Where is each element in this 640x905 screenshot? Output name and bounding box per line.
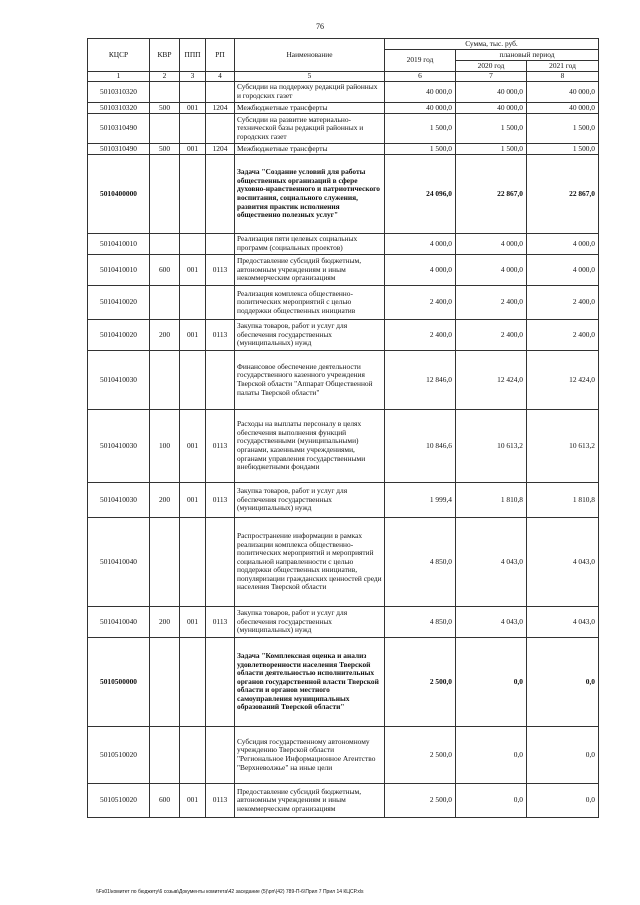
col-num-7: 7 <box>456 72 527 82</box>
cell-2020: 1 500,0 <box>456 114 527 144</box>
cell-2019: 24 096,0 <box>385 155 456 234</box>
cell-2020: 22 867,0 <box>456 155 527 234</box>
cell-ppp: 001 <box>180 607 206 638</box>
cell-rp: 0113 <box>206 607 235 638</box>
cell-2019: 4 850,0 <box>385 518 456 607</box>
cell-2019: 4 000,0 <box>385 255 456 286</box>
cell-2019: 10 846,6 <box>385 410 456 483</box>
cell-2020: 0,0 <box>456 784 527 818</box>
cell-2021: 1 500,0 <box>527 144 599 155</box>
table-row <box>88 103 599 114</box>
cell-kcsr: 5010310490 <box>88 114 150 144</box>
table-row <box>88 234 599 255</box>
header-2019: 2019 год <box>385 50 456 72</box>
cell-rp: 0113 <box>206 255 235 286</box>
cell-2019: 2 400,0 <box>385 320 456 351</box>
cell-2021: 4 043,0 <box>527 607 599 638</box>
cell-rp <box>206 727 235 784</box>
cell-kcsr: 5010410040 <box>88 518 150 607</box>
header-2020: 2020 год <box>456 61 527 72</box>
cell-rp: 1204 <box>206 144 235 155</box>
cell-kvr: 500 <box>150 103 180 114</box>
cell-name: Задача "Комплексная оценка и анализ удовлетворенности населения Тверской области деятельностью исполнительных органов государственной власти Тверской области и органов местного самоуправления муниципальных образований Тверской области" <box>235 638 385 727</box>
cell-2021: 4 000,0 <box>527 234 599 255</box>
cell-ppp: 001 <box>180 784 206 818</box>
cell-ppp <box>180 155 206 234</box>
cell-2020: 4 043,0 <box>456 607 527 638</box>
table-row <box>88 410 599 483</box>
col-num-5: 5 <box>235 72 385 82</box>
page-number: 76 <box>316 22 324 31</box>
cell-name: Предоставление субсидий бюджетным, автономным учреждениям и иным некоммерческим организациям <box>235 784 385 818</box>
cell-name: Распространение информации в рамках реализации комплекса общественно-политических мероприятий и мероприятий социальной направленности с целью поддержки общественных инициатив, популяризации гражданских ценностей среди населения Тверской области <box>235 518 385 607</box>
cell-name: Межбюджетные трансферты <box>235 103 385 114</box>
cell-2020: 1 810,8 <box>456 483 527 518</box>
table-row <box>88 483 599 518</box>
cell-kcsr: 5010410030 <box>88 483 150 518</box>
cell-kcsr: 5010410020 <box>88 286 150 320</box>
cell-kcsr: 5010400000 <box>88 155 150 234</box>
cell-2019: 1 999,4 <box>385 483 456 518</box>
cell-kvr: 200 <box>150 607 180 638</box>
cell-rp <box>206 155 235 234</box>
cell-kvr <box>150 114 180 144</box>
cell-ppp <box>180 638 206 727</box>
cell-rp <box>206 518 235 607</box>
cell-2021: 2 400,0 <box>527 286 599 320</box>
cell-2021: 12 424,0 <box>527 351 599 410</box>
cell-kcsr: 5010310490 <box>88 144 150 155</box>
table-row <box>88 518 599 607</box>
cell-ppp: 001 <box>180 483 206 518</box>
cell-rp: 0113 <box>206 410 235 483</box>
cell-ppp: 001 <box>180 144 206 155</box>
cell-ppp: 001 <box>180 320 206 351</box>
cell-2020: 4 000,0 <box>456 255 527 286</box>
cell-2021: 1 810,8 <box>527 483 599 518</box>
header-2021: 2021 год <box>527 61 599 72</box>
cell-kvr <box>150 234 180 255</box>
cell-2020: 4 000,0 <box>456 234 527 255</box>
table-row <box>88 320 599 351</box>
cell-2020: 12 424,0 <box>456 351 527 410</box>
cell-name: Реализация комплекса общественно-политических мероприятий с целью поддержки общественных инициатив <box>235 286 385 320</box>
cell-rp: 0113 <box>206 483 235 518</box>
cell-2020: 2 400,0 <box>456 320 527 351</box>
cell-name: Реализация пяти целевых социальных программ (социальных проектов) <box>235 234 385 255</box>
cell-rp <box>206 82 235 103</box>
cell-2020: 40 000,0 <box>456 82 527 103</box>
cell-rp: 0113 <box>206 784 235 818</box>
cell-2021: 0,0 <box>527 784 599 818</box>
cell-rp: 0113 <box>206 320 235 351</box>
cell-2019: 2 500,0 <box>385 638 456 727</box>
cell-kvr <box>150 286 180 320</box>
cell-2020: 40 000,0 <box>456 103 527 114</box>
header-kcsr: КЦСР <box>88 39 150 72</box>
cell-2019: 4 000,0 <box>385 234 456 255</box>
col-num-2: 2 <box>150 72 180 82</box>
cell-kcsr: 5010410010 <box>88 255 150 286</box>
col-num-6: 6 <box>385 72 456 82</box>
cell-2021: 2 400,0 <box>527 320 599 351</box>
cell-2019: 1 500,0 <box>385 144 456 155</box>
col-num-3: 3 <box>180 72 206 82</box>
cell-kcsr: 5010410010 <box>88 234 150 255</box>
table-row <box>88 155 599 234</box>
col-num-1: 1 <box>88 72 150 82</box>
header-kvr: КВР <box>150 39 180 72</box>
cell-2020: 10 613,2 <box>456 410 527 483</box>
cell-2021: 0,0 <box>527 638 599 727</box>
cell-kvr: 600 <box>150 255 180 286</box>
header-rp: РП <box>206 39 235 72</box>
cell-rp <box>206 114 235 144</box>
cell-ppp <box>180 518 206 607</box>
cell-kcsr: 5010510020 <box>88 784 150 818</box>
cell-kcsr: 5010410030 <box>88 410 150 483</box>
cell-kcsr: 5010310320 <box>88 103 150 114</box>
cell-ppp: 001 <box>180 255 206 286</box>
cell-name: Закупка товаров, работ и услуг для обеспечения государственных (муниципальных) нужд <box>235 320 385 351</box>
cell-kvr <box>150 638 180 727</box>
table-row <box>88 144 599 155</box>
table-row <box>88 114 599 144</box>
cell-kcsr: 5010310320 <box>88 82 150 103</box>
cell-kvr: 500 <box>150 144 180 155</box>
cell-rp <box>206 351 235 410</box>
cell-2019: 1 500,0 <box>385 114 456 144</box>
table-row <box>88 784 599 818</box>
cell-2019: 12 846,0 <box>385 351 456 410</box>
cell-2020: 0,0 <box>456 727 527 784</box>
file-path-footer: \\Fs01\комитет по бюджету\6 созыв\Документы комитета\42 заседание (5)\рп\(42) 789-П-6\Прил 7 Прил 14 КЦСР.xls <box>96 889 364 895</box>
cell-2020: 0,0 <box>456 638 527 727</box>
table-row <box>88 286 599 320</box>
cell-rp: 1204 <box>206 103 235 114</box>
cell-name: Предоставление субсидий бюджетным, автономным учреждениям и иным некоммерческим организациям <box>235 255 385 286</box>
cell-name: Закупка товаров, работ и услуг для обеспечения государственных (муниципальных) нужд <box>235 483 385 518</box>
table-row <box>88 82 599 103</box>
table-row <box>88 638 599 727</box>
cell-2021: 0,0 <box>527 727 599 784</box>
cell-2021: 40 000,0 <box>527 103 599 114</box>
cell-kcsr: 5010500000 <box>88 638 150 727</box>
cell-2021: 4 000,0 <box>527 255 599 286</box>
header-sum: Сумма, тыс. руб. <box>385 39 599 50</box>
cell-kvr: 200 <box>150 320 180 351</box>
col-num-8: 8 <box>527 72 599 82</box>
cell-2020: 4 043,0 <box>456 518 527 607</box>
cell-ppp: 001 <box>180 103 206 114</box>
cell-name: Субсидии на развитие материально-технической базы редакций районных и городских газет <box>235 114 385 144</box>
cell-kcsr: 5010410030 <box>88 351 150 410</box>
cell-ppp: 001 <box>180 410 206 483</box>
table-row <box>88 351 599 410</box>
cell-rp <box>206 638 235 727</box>
cell-2019: 2 400,0 <box>385 286 456 320</box>
col-num-4: 4 <box>206 72 235 82</box>
cell-2019: 40 000,0 <box>385 103 456 114</box>
table-row <box>88 727 599 784</box>
cell-name: Закупка товаров, работ и услуг для обеспечения государственных (муниципальных) нужд <box>235 607 385 638</box>
cell-kvr: 200 <box>150 483 180 518</box>
cell-2021: 1 500,0 <box>527 114 599 144</box>
cell-ppp <box>180 351 206 410</box>
cell-kcsr: 5010410020 <box>88 320 150 351</box>
cell-kvr <box>150 82 180 103</box>
cell-2019: 2 500,0 <box>385 727 456 784</box>
cell-2020: 1 500,0 <box>456 144 527 155</box>
cell-ppp <box>180 82 206 103</box>
cell-kvr <box>150 351 180 410</box>
cell-kvr <box>150 727 180 784</box>
cell-ppp <box>180 234 206 255</box>
cell-2021: 10 613,2 <box>527 410 599 483</box>
cell-kcsr: 5010410040 <box>88 607 150 638</box>
cell-kvr: 600 <box>150 784 180 818</box>
cell-2021: 4 043,0 <box>527 518 599 607</box>
header-planned-period: плановый период <box>456 50 599 61</box>
cell-2019: 4 850,0 <box>385 607 456 638</box>
table-row <box>88 607 599 638</box>
cell-name: Расходы на выплаты персоналу в целях обеспечения выполнения функций государственными (муниципальными) органами, казенными учреждениями, органами управления государственными внебюджетными фондами <box>235 410 385 483</box>
cell-kvr <box>150 518 180 607</box>
cell-name: Задача "Создание условий для работы общественных организаций в сфере духовно-нравственного и патриотического воспитания, социального служения, развития практик исполнения общественно полезных услуг" <box>235 155 385 234</box>
cell-rp <box>206 234 235 255</box>
cell-2021: 22 867,0 <box>527 155 599 234</box>
cell-name: Субсидия государственному автономному учреждению Тверской области "Региональное Информационное Агентство "Верхневолжье" на иные цели <box>235 727 385 784</box>
header-name: Наименование <box>235 39 385 72</box>
cell-ppp <box>180 286 206 320</box>
cell-2019: 40 000,0 <box>385 82 456 103</box>
cell-name: Финансовое обеспечение деятельности государственного казенного учреждения Тверской области "Аппарат Общественной палаты Тверской области" <box>235 351 385 410</box>
cell-kvr <box>150 155 180 234</box>
cell-2020: 2 400,0 <box>456 286 527 320</box>
header-ppp: ППП <box>180 39 206 72</box>
cell-rp <box>206 286 235 320</box>
cell-ppp <box>180 727 206 784</box>
cell-name: Межбюджетные трансферты <box>235 144 385 155</box>
cell-2019: 2 500,0 <box>385 784 456 818</box>
table-row <box>88 255 599 286</box>
cell-ppp <box>180 114 206 144</box>
cell-2021: 40 000,0 <box>527 82 599 103</box>
budget-table <box>87 38 599 818</box>
cell-kvr: 100 <box>150 410 180 483</box>
cell-name: Субсидии на поддержку редакций районных и городских газет <box>235 82 385 103</box>
cell-kcsr: 5010510020 <box>88 727 150 784</box>
